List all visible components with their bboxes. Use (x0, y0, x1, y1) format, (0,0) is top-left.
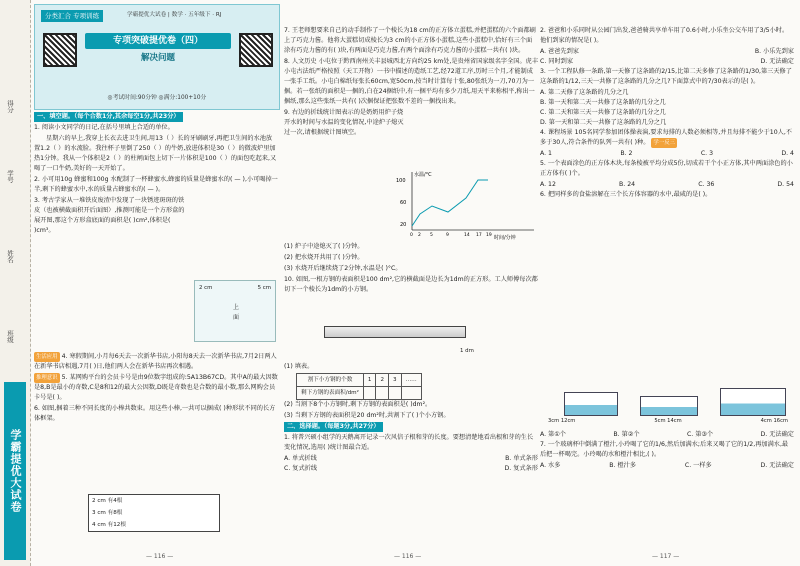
question-9-1: (1) 炉子中途熄灭了( )分钟。 (284, 243, 364, 250)
exam-info: ◎考试时间:90分钟 ◎满分:100+10分 (107, 95, 207, 101)
x-tick: 19 (486, 233, 492, 238)
iron-sheet-figure: 2 cm 5 cm 上 面 (194, 280, 276, 342)
question-4: 4. 寒假期间,小月每6天去一次新华书店,小阳每8天去一次新华书店,7月2日两人在新华书店相遇,7月( )日,他们两人会在新华书店再次相遇。 (34, 353, 277, 370)
page-subtitle: 解决问题 (140, 53, 175, 63)
choice-5: 5. 一个表面涂色的正方体木块,每条棱被平均分成5份,切成若干个小正方体,其中两面涂色的小正方体有( )个。 (540, 160, 793, 177)
choice-7: 7. 一个玻璃杯中倒满了橙汁,小玲喝了它的1/6,然后加满水;后来又喝了它的1/2,再加满水,最后把一杯喝完。小玲喝的水和橙汁相比,( )。 (540, 441, 789, 458)
choice-2: 2. 爸爸和小乐同时从公园门出发,爸爸骑共享单车用了0.6小时,小乐坐公交车用了3/5小时。他们到家的情况是( )。 (540, 27, 789, 44)
qr-code-icon[interactable] (43, 33, 77, 67)
question-7: 7. 王老师想要来自己的动手制作了一个棱长为18 cm的正方体立蛋糕,并把蛋糕的六个面都刷上了巧克力酱。他将大蛋糕切成棱长为3 cm的小正方体小蛋糕,这些小蛋糕中,恰好有三个面涂有巧克力酱的有( )块,有两面是巧克力酱,有两个面涂有巧克力酱的小蛋糕一共有( )块。 (284, 27, 536, 54)
question-1: 1. 阅读小文同学的日记,在括号里填上合适的单位。 (34, 124, 174, 131)
y-tick: 60 (400, 200, 407, 206)
header-box (34, 4, 280, 110)
steel-bar-figure (324, 326, 466, 338)
choice-6: 6. 把同样多的食盐溶解在三个长方体容器的水中,最咸的是( )。 (540, 191, 712, 198)
question-8: 8. 人文历史 小屯位于黔西南州关丰县城西北方向约25 km处,是贵州省国家级名字全国。虎丰小屯古法纸严格按照（天工开物）一书中描述的造纸工艺,经72道工序,历时三个月,才能制成一张手工纸。小屯白棉纸每张长60cm,宽50cm,按当时计算每十张,80张纸为一刀,70刀为一捆。若一张纸的面积是一捆的,白在24捆纸中,有一捆平均有多少刀纸,用天平来称相平,称出一捆纸,那么这些张纸一共有( )次捆保证把张数不差的一捆找出来。 (284, 58, 539, 105)
sticks-figure: 2 cm 有4根 3 cm 有8根 4 cm 有12根 (88, 494, 220, 532)
container-1 (564, 392, 618, 416)
container-2 (640, 396, 698, 416)
question-1-text: 星期六的早上,我穿上长衣去进卫生间,用13（ ）长的牙刷刷牙,再把卫生间的水池放置1.2（ ）的水流脸。我往杯子里倒了250（ ）的牛奶,放进体积是30（ ）的微波炉里加热1分钟。我从一个体积是2（ ）的柱闸面包上切下一片体积是100（ ）的面包吃起来,又喝了一口牛奶,美好的一天开始了。 (34, 135, 277, 172)
x-tick: 9 (446, 233, 449, 238)
question-10-1: (1) 填表。 (284, 363, 314, 370)
fill-table: 割下小方钢的个数 1 2 3 …… 剩下方钢的表面积/dm² (296, 373, 422, 400)
y-tick: 100 (396, 178, 406, 184)
container-labels: 3cm 12cm 5cm 14cm 4cm 16cm (548, 418, 788, 424)
choice-4: 4. 课程场景 105名同学参加团体操表演,要求每排的人数必须相等,并且每排不能少于10人,不多于30人,符合条件的队列一共有( )种。 (540, 129, 792, 146)
x-tick: 14 (464, 233, 470, 238)
page-number: — 117 — (652, 553, 680, 560)
container-3 (720, 388, 786, 416)
page-number: — 116 — (146, 553, 174, 560)
x-tick: 2 (418, 233, 421, 238)
tag-reasoning: 推理意识 (36, 375, 58, 381)
choice-1: 1. 将普兴硕小组学的天鹅离开记录一次风信子根和芽的长度。要想清楚地看出根和芽的生长变化情况,选用( )统计图最合适。 (284, 434, 534, 451)
header-tag: 分类汇合 专项训练 (41, 10, 103, 22)
temperature-line-chart (394, 168, 538, 240)
question-6: 6. 如图,捆着三种不同长度的小棒共数束。用这些小棒,一共可以捆成( )种形状不同的长方体框架。 (34, 405, 276, 422)
score-label: 得分 (6, 100, 14, 113)
choice-3: 3. 一个工程队修一条路,第一天修了这条路的2/15,比第二天多修了这条路的1/30,第三天修了这条路的1/12,三天一共修了这条路的几分之几?下面算式中的7/30表示的是( )。 (540, 68, 792, 85)
qr-code-icon[interactable] (239, 33, 273, 67)
y-axis-label: 水温/°C (414, 172, 432, 178)
x-axis-label: 时间/分钟 (494, 235, 516, 240)
question-3: 3. 考古学家从一堆铁皮废渣中发现了一块锈迹斑斑的铁皮（也被横截面积开后面图）,推测可能是一个方形盒的展开图,那这个方形盒底面的面积是( )cm²,体积是( )cm³。 (34, 197, 185, 234)
x-tick: 5 (430, 233, 433, 238)
x-tick: 0 (410, 233, 413, 238)
page-number: — 116 — (394, 553, 422, 560)
student-id-label: 学号 (6, 170, 14, 183)
header-subtitle: 学霸提优大试卷 | 数学 · 五年级下 · RJ (127, 12, 222, 18)
section-fill-blank: 一、填空题。（每个合数1分,其余每空1分,共23分） (34, 112, 183, 122)
brand-banner: 学霸提优大试卷 (4, 382, 26, 560)
question-2: 2. 小可用10g 蜂蜜和100g 水配制了一杯蜂蜜水,蜂蜜的质量是蜂蜜水的( — ),小可喝掉一半,剩下的蜂蜜水中,水的质量占蜂蜜水的( — )。 (34, 176, 278, 193)
question-9-2: (2) 把水烧开共用了( )分钟。 (284, 254, 364, 261)
column-2: 7. 王老师想要来自己的动手制作了一个棱长为18 cm的正方体立蛋糕,并把蛋糕的六个面都刷上了巧克力酱。他将大蛋糕切成棱长为3 cm的小正方体小蛋糕,这些小蛋糕中,恰好有三个面涂有巧克力酱的有( )块,有两面是巧克力酱,有两个面涂有巧克力酱的小蛋糕一共有( )块。 8. 人文历史 小屯位于黔西南州关丰县城西北方向约25 km处,是贵州省国家级名字全国。虎丰小屯古法纸严格按照（天工开物）一书中描述的造纸工艺,经72道工序,历时三个月,才能制成一张手工纸。小屯白棉纸每张长60cm,宽50cm,按当时计算每十张,80张纸为一刀,70刀为一捆。若一张纸的面积是一捆的,白在24捆纸中,有一捆平均有多少刀纸,用天平来称相平,称出一捆纸,那么这些张纸一共有( )次捆保证把张数不差的一捆找出来。 9. 右边的折线统计图表示的是奶奶用炉子烧开水的时间与水温的变化情况,中途炉子熄灭过一次,请根据统计图填空。 水温/°C 时间/分钟 100 60 20 0 2 5 9 14 17 19 (1) 炉子中途熄灭了( )分钟。 (2) 把水烧开共用了( )分钟。 (3) 水烧开后继续烧了2分钟,水温是( )°C。 10. 如图,一根方钢的表面积是100 dm²,它的横截面是边长为1dm的正方形。工人师傅每次都切下一个棱长为1dm的小方钢。 1 dm (1) 填表。 割下小方钢的个数 1 2 3 …… 剩下方钢的表面积/dm² (2) 当割下8个小方钢时,剩下方钢的表面积是( )dm²。 (3) 当剩下方钢的表面积是20 dm²时,共割下了( )个小方钢。 二、选择题。（每题3分,共27分） 1. 将普兴硕小组学的天鹅离开记录一次风信子根和芽的长度。要想清楚地看出根和芽的生长变化情况,选用( )统计图最合适。 A. 单式折线 B. 单式条形 C. 复式折线 D. 复式条形 — 116 — (284, 27, 539, 560)
question-10-2: (2) 当割下8个小方钢时,剩下方钢的表面积是( )dm²。 (284, 401, 432, 408)
binding-gutter (0, 0, 31, 566)
question-5: 5. 某网购平台的会员卡号是由9位数字组成的:5A13B67CD。其中A的最大因数是8,B是最小的奇数,C是8和12的最大公因数,D既是奇数也是合数的最小数,那么网购会员卡号是( )。 (34, 374, 278, 401)
bar-dimension-label: 1 dm (460, 348, 474, 354)
column-3: 2. 爸爸和小乐同时从公园门出发,爸爸骑共享单车用了0.6小时,小乐坐公交车用了3/5小时。他们到家的情况是( )。 A. 爸爸先到家 B. 小乐先到家 C. 同时到家 D. 无法确定 3. 一个工程队修一条路,第一天修了这条路的2/15,比第二天多修了这条路的1/30,第三天修了这条路的1/12,三天一共修了这条路的几分之几?下面算式中的7/30表示的是( )。 A. 第二天修了这条路的几分之几 B. 第一天和第二天一共修了这条路的几分之几 C. 第二天和第三天一共修了这条路的几分之几 D. 第一天和第二天一共修了这条路的几分之几 4. 课程场景 105名同学参加团体操表演,要求每排的人数必须相等,并且每排不能少于10人,不多于30人,符合条件的队列一共有( )种。 学一反三 A. 1 B. 2 C. 3 D. 4 5. 一个表面涂色的正方体木块,每条棱被平均分成5份,切成若干个小正方体,其中两面涂色的小正方体有( )个。 A. 12 B. 24 C. 36 D. 54 6. 把同样多的食盐溶解在三个长方体容器的水中,最咸的是( )。 3cm 12cm 5cm 14cm 4cm 16cm A. 第①个 B. 第②个 C. 第③个 D. 无法确定 7. 一个玻璃杯中倒满了橙汁,小玲喝了它的1/6,然后加满水;后来又喝了它的1/2,再加满水,最后把一杯喝完。小玲喝的水和橙汁相比,( )。 A. 水多 B. 橙汁多 C. 一样多 D. 无法确定 — 117 — (540, 27, 794, 560)
page-title: 专项突破提优卷（四） (85, 33, 231, 49)
question-9-3: (3) 水烧开后继续烧了2分钟,水温是( )°C。 (284, 265, 402, 272)
learn-more-tag[interactable]: 学一反三 (653, 140, 675, 146)
y-tick: 20 (400, 222, 407, 228)
column-1 (34, 0, 278, 566)
question-10-3: (3) 当剩下方钢的表面积是20 dm²时,共割下了( )个小方钢。 (284, 412, 450, 419)
x-tick: 17 (476, 233, 482, 238)
temperature-line (412, 180, 488, 226)
class-label: 班级 (6, 330, 14, 343)
section-multiple-choice: 二、选择题。（每题3分,共27分） (284, 422, 383, 432)
question-10: 10. 如图,一根方钢的表面积是100 dm²,它的横截面是边长为1dm的正方形。工人师傅每次都切下一个棱长为1dm的小方钢。 (284, 276, 538, 293)
name-label: 姓名 (6, 250, 14, 263)
tag-life: 生活应用 (36, 354, 58, 360)
question-9: 9. 右边的折线统计图表示的是奶奶用炉子烧开水的时间与水温的变化情况,中途炉子熄灭过一次,请根据统计图填空。 (284, 109, 404, 136)
